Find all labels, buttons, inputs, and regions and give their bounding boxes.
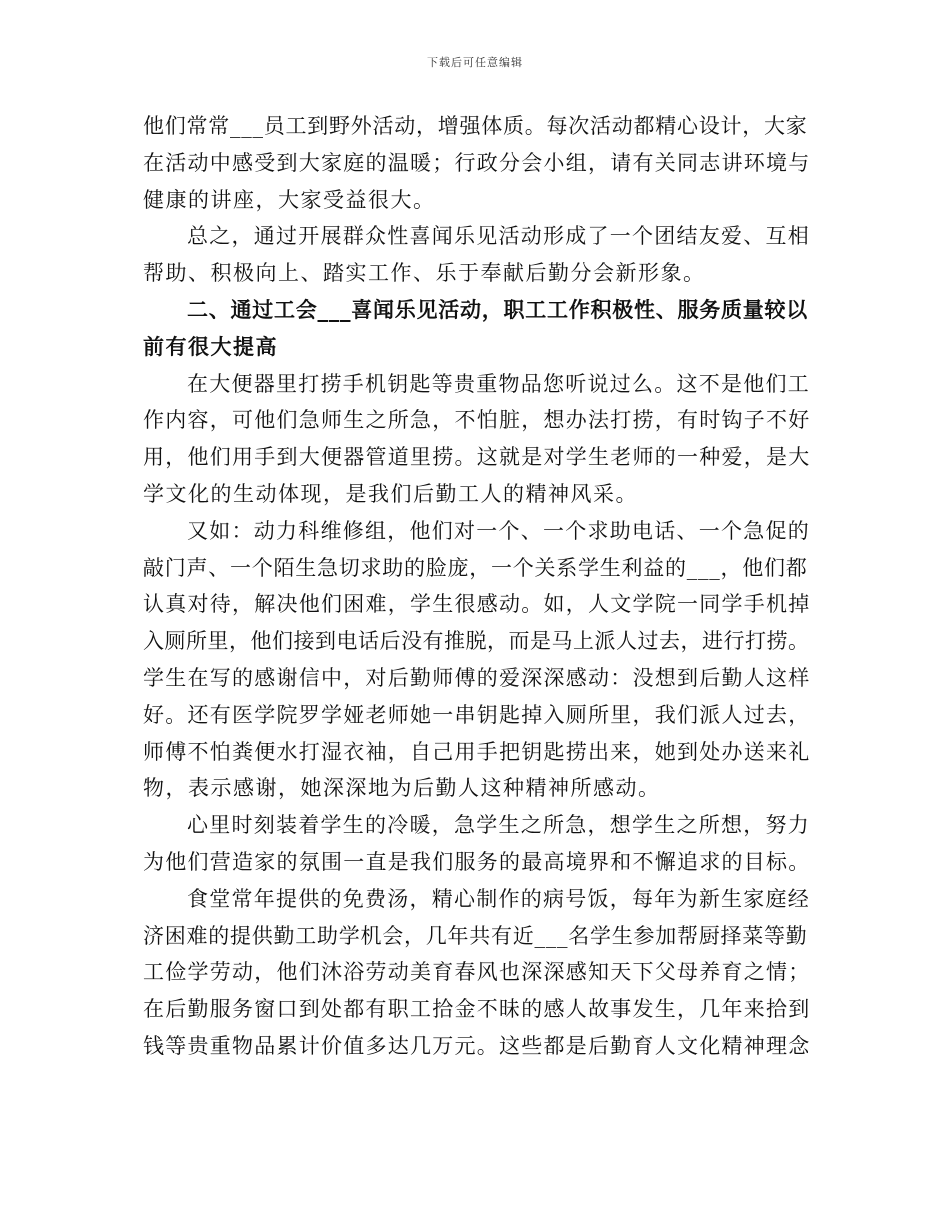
body-text-line: 他们常常___员工到野外活动，增强体质。每次活动都精心设计，大家 — [143, 114, 808, 138]
body-text-line: 食堂常年提供的免费汤，精心制作的病号饭，每年为新生家庭经 — [187, 886, 810, 911]
body-text-line: 工俭学劳动，他们沐浴劳动美育春风也深深感知天下父母养育之情； — [143, 960, 811, 985]
body-text-line: 认真对待，解决他们困难，学生很感动。如，人文学院一同学手机掉 — [143, 592, 811, 617]
body-text-line: 好。还有医学院罗学娅老师她一串钥匙掉入厕所里，我们派人过去， — [143, 702, 811, 727]
section-heading-line: 前有很大提高 — [143, 333, 278, 359]
page-header: 下载后可任意编辑 — [427, 56, 523, 69]
body-text-line: 帮助、积极向上、踏实工作、乐于奉献后勤分会新形象。 — [143, 261, 706, 286]
body-text-line: 在活动中感受到大家庭的温暖；行政分会小组，请有关同志讲环境与 — [143, 150, 811, 175]
section-heading-line: 二、通过工会___喜闻乐见活动，职工工作积极性、服务质量较以 — [187, 296, 808, 322]
body-text-line: 敲门声、一个陌生急切求助的脸庞，一个关系学生利益的___，他们都 — [143, 555, 808, 580]
body-text-line: 又如：动力科维修组，他们对一个、一个求助电话、一个急促的 — [187, 518, 810, 543]
body-text-line: 物，表示感谢，她深深地为后勤人这种精神所感动。 — [143, 776, 661, 801]
document-body — [143, 108, 815, 1065]
body-text-line: 心里时刻装着学生的冷暖，急学生之所急，想学生之所想，努力 — [187, 813, 810, 838]
body-text-line: 作内容，可他们急师生之所急，不怕脏，想办法打捞，有时钩子不好 — [143, 408, 811, 433]
body-text-line: 总之，通过开展群众性喜闻乐见活动形成了一个团结友爱、互相 — [187, 224, 810, 249]
body-text-line: 用，他们用手到大便器管道里捞。这就是对学生老师的一种爱，是大 — [143, 445, 811, 470]
body-text-line: 为他们营造家的氛围一直是我们服务的最高境界和不懈追求的目标。 — [143, 849, 811, 874]
body-text-line: 学文化的生动体现，是我们后勤工人的精神风采。 — [143, 481, 638, 506]
body-text-line: 师傅不怕粪便水打湿衣袖，自己用手把钥匙捞出来，她到处办送来礼 — [143, 739, 811, 764]
body-text-line: 在大便器里打捞手机钥匙等贵重物品您听说过么。这不是他们工 — [187, 371, 810, 396]
body-text-line: 学生在写的感谢信中，对后勤师傅的爱深深感动：没想到后勤人这样 — [143, 665, 811, 690]
body-text-line: 济困难的提供勤工助学机会，几年共有近___名学生参加帮厨择菜等勤 — [143, 923, 808, 948]
body-text-line: 在后勤服务窗口到处都有职工拾金不昧的感人故事发生，几年来拾到 — [143, 997, 811, 1022]
body-text-line: 入厕所里，他们接到电话后没有推脱，而是马上派人过去，进行打捞。 — [143, 629, 810, 654]
body-text-line: 健康的讲座，大家受益很大。 — [143, 187, 436, 212]
body-text-line: 钱等贵重物品累计价值多达几万元。这些都是后勤育人文化精神理念 — [143, 1033, 811, 1058]
